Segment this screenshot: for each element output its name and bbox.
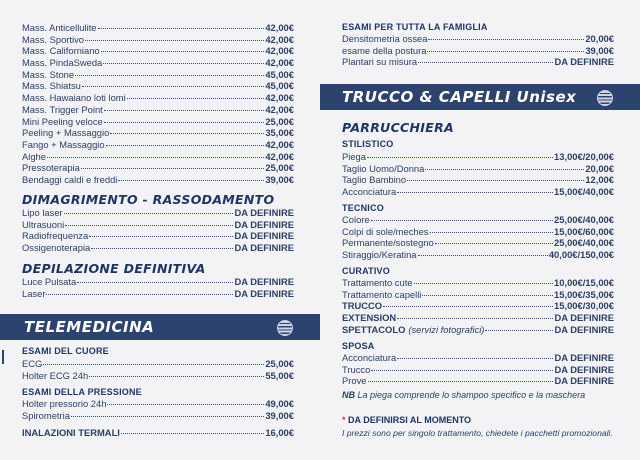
- footer-heading: [342, 415, 471, 425]
- tecnico-heading: TECNICO: [342, 203, 384, 213]
- list-item: Mass. Trigger Point 42,00€: [22, 103, 294, 115]
- nb-text: La piega comprende lo shampoo specifico e la maschera: [357, 390, 586, 400]
- pressione-list: [22, 398, 294, 421]
- list-item: Prove DA DEFINIRE: [342, 375, 614, 387]
- list-item: Colore 25,00€/40,00€: [342, 214, 614, 225]
- list-item: Mass. Californiano 42,00€: [22, 45, 294, 57]
- list-item: Acconciatura 15,00€/40,00€: [342, 186, 614, 198]
- list-item: Mass. Stone 45,00€: [22, 68, 294, 80]
- list-item: Plantari su misura DA DEFINIRE: [342, 56, 614, 68]
- cuore-heading: ESAMI DEL CUORE: [22, 346, 109, 356]
- list-item: Mass. Sportivo 42,00€: [22, 33, 294, 45]
- list-item: Mini Peeling veloce 25,00€: [22, 115, 294, 127]
- list-item: Trattamento cute 10,00€/15,00€: [342, 277, 614, 288]
- list-item: Taglio Uomo/Donna 20,00€: [342, 162, 614, 174]
- telemedicina-title: TELEMEDICINA: [24, 318, 155, 336]
- list-item: Holter ECG 24h 55,00€: [22, 369, 294, 381]
- list-item: TRUCCO 15,00€/30,00€: [342, 300, 614, 312]
- list-item: Pressoterapia 25,00€: [22, 162, 294, 174]
- depilazione-list: [22, 276, 294, 299]
- list-item: Taglio Bambino 12,00€: [342, 174, 614, 186]
- list-item: Piega 13,00€/20,00€: [342, 151, 614, 162]
- trucco-title: TRUCCO & CAPELLI Unisex: [342, 88, 577, 106]
- list-item: Trattamento capelli 15,00€/35,00€: [342, 288, 614, 300]
- list-item: Luce Pulsata DA DEFINIRE: [22, 276, 294, 287]
- list-item: Mass. Hawaiano loti lomi 42,00€: [22, 92, 294, 104]
- list-item: Trucco DA DEFINIRE: [342, 363, 614, 375]
- famiglia-heading: ESAMI PER TUTTA LA FAMIGLIA: [342, 22, 488, 32]
- list-item: Mass. Shiatsu 45,00€: [22, 80, 294, 92]
- footer-note: I prezzi sono per singolo trattamento, chiedete i pacchetti promozionali.: [342, 428, 613, 438]
- list-item: Mass. PindaSweda 42,00€: [22, 57, 294, 69]
- list-item: esame della postura 39,00€: [342, 44, 614, 56]
- list-item: SPETTACOLO (servizi fotografici) DA DEFINIRE: [342, 323, 614, 335]
- tecnico-list: [342, 214, 614, 261]
- nb-label: NB: [342, 390, 355, 400]
- footer-title: DA DEFINIRSI AL MOMENTO: [348, 415, 472, 425]
- list-item: EXTENSION DA DEFINIRE: [342, 312, 614, 324]
- side-accent: [2, 350, 4, 364]
- asterisk-mark: *: [342, 415, 346, 425]
- sposa-heading: SPOSA: [342, 341, 375, 351]
- curativo-list: [342, 277, 614, 335]
- massage-list: [22, 22, 294, 186]
- list-item: Lipo laser DA DEFINIRE: [22, 207, 294, 218]
- list-item: Alghe 42,00€: [22, 150, 294, 162]
- list-item: Fango + Massaggio 42,00€: [22, 138, 294, 150]
- list-item: Permanente/sostegno 25,00€/40,00€: [342, 237, 614, 249]
- list-item: Spirometria 39,00€: [22, 409, 294, 421]
- list-item: Acconciatura DA DEFINIRE: [342, 352, 614, 363]
- depilazione-heading: DEPILAZIONE DEFINITIVA: [22, 261, 206, 276]
- cuore-list: [22, 358, 294, 381]
- stilistico-heading: STILISTICO: [342, 139, 394, 149]
- inalazioni-list: [22, 427, 294, 439]
- parrucchiera-heading: PARRUCCHIERA: [342, 120, 454, 135]
- list-item: INALAZIONI TERMALI 16,00€: [22, 427, 294, 438]
- list-item: Ossigenoterapia DA DEFINIRE: [22, 242, 294, 254]
- list-item: Stiraggio/Keratina 40,00€/150,00€: [342, 249, 614, 261]
- list-item: Holter pressorio 24h 49,00€: [22, 398, 294, 409]
- list-item: ECG 25,00€: [22, 358, 294, 369]
- dimagrimento-heading: DIMAGRIMENTO - RASSODAMENTO: [22, 192, 275, 207]
- dimagrimento-list: [22, 207, 294, 254]
- trucco-band: [320, 84, 640, 110]
- list-item: Ultrasuoni DA DEFINIRE: [22, 218, 294, 230]
- list-item: Laser DA DEFINIRE: [22, 287, 294, 299]
- famiglia-list: [342, 33, 614, 68]
- list-item: Peeling + Massaggio 35,00€: [22, 127, 294, 139]
- telemedicina-band: [0, 314, 320, 340]
- list-item: Bendaggi caldi e freddi 39,00€: [22, 173, 294, 185]
- nb-note: [342, 390, 585, 400]
- list-item: Colpi di sole/meches 15,00€/60,00€: [342, 225, 614, 237]
- sposa-list: [342, 352, 614, 387]
- stilistico-list: [342, 151, 614, 198]
- curativo-heading: CURATIVO: [342, 266, 390, 276]
- list-item: Densitometria ossea 20,00€: [342, 33, 614, 44]
- pressione-heading: ESAMI DELLA PRESSIONE: [22, 387, 142, 397]
- list-item: Radiofrequenza DA DEFINIRE: [22, 230, 294, 242]
- brand-logo-icon: [277, 320, 293, 336]
- brand-logo-icon: [597, 90, 613, 106]
- list-item: Mass. Anticellulite 42,00€: [22, 22, 294, 33]
